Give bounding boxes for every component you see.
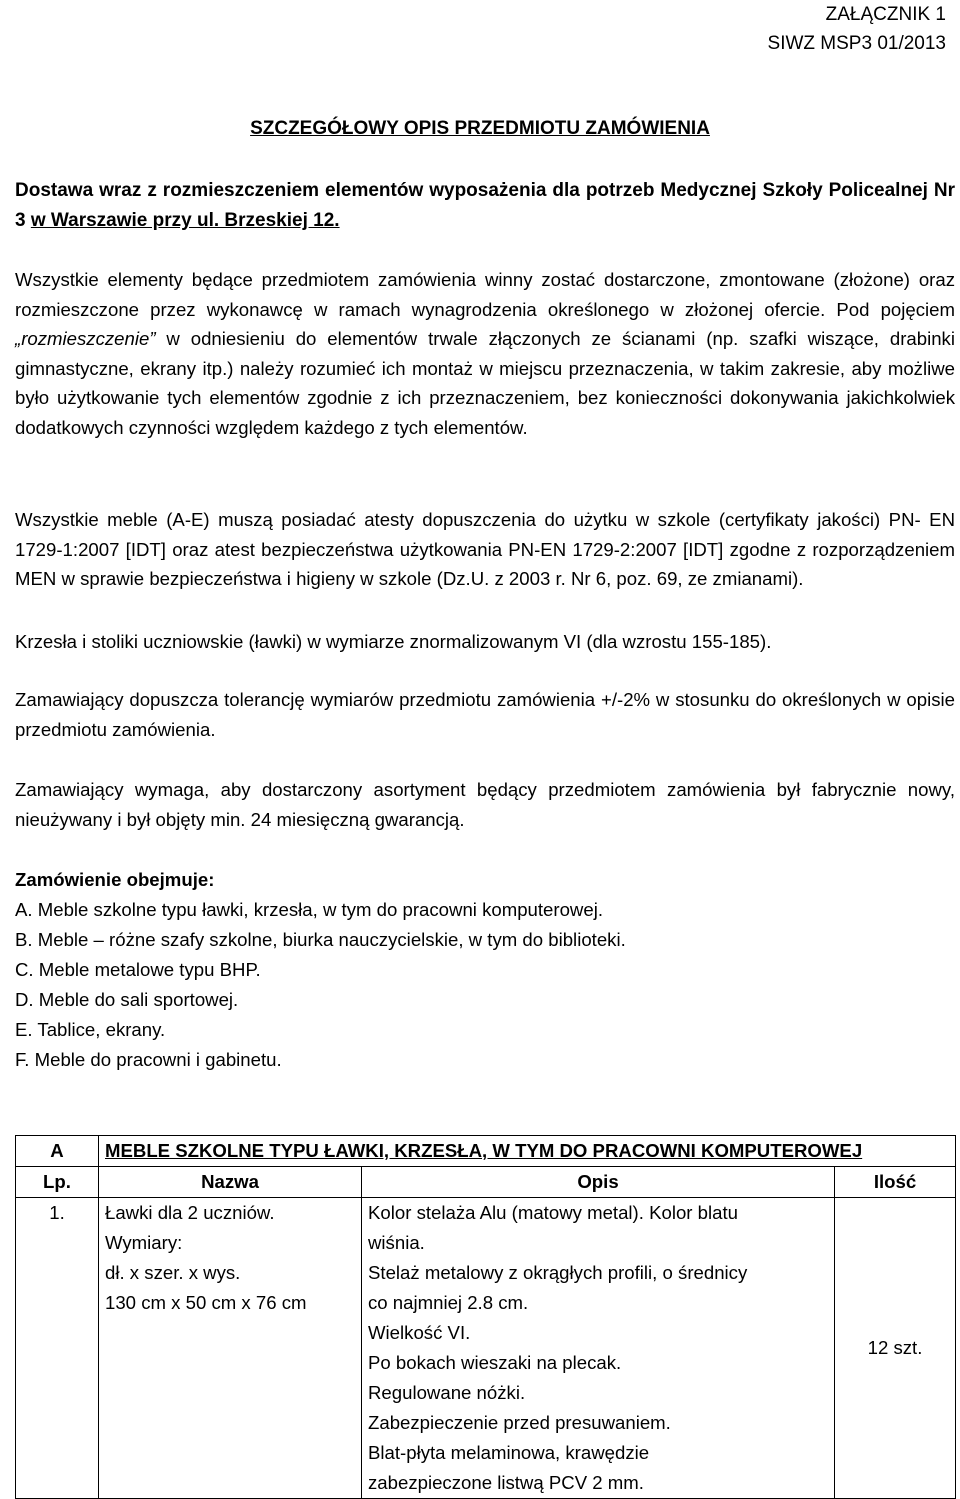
order-scope-list (15, 895, 626, 1075)
row-desc-line: co najmniej 2.8 cm. (368, 1292, 529, 1313)
list-item: C. Meble metalowe typu BHP. (15, 959, 261, 980)
row-name-line: Wymiary: (105, 1232, 183, 1253)
specification-table (15, 1135, 956, 1499)
column-header-qty: Ilość (835, 1167, 956, 1198)
paragraph-delivery (15, 265, 955, 443)
subtitle-part2: w Warszawie przy ul. Brzeskiej 12. (30, 210, 340, 231)
row-quantity: 12 szt. (835, 1198, 956, 1499)
paragraph-size-standard: Krzesła i stoliki uczniowskie (ławki) w wymiarze znormalizowanym VI (dla wzrostu 155-185). (15, 631, 772, 652)
paragraph-certificates: Wszystkie meble (A-E) muszą posiadać atesty dopuszczenia do użytku w szkole (certyfikaty jakości) PN- EN 1729-1:2007 [IDT] oraz atest bezpieczeństwa użytkowania PN-EN 1729-2:2007 [IDT] zgodne z rozporządzeniem MEN w sprawie bezpieczeństwa i higieny w szkole (Dz.U. z 2003 r. Nr 6, poz. 69, ze zmianami). (15, 509, 955, 590)
row-desc-line: Kolor stelaża Alu (matowy metal). Kolor blatu (368, 1202, 738, 1223)
row-desc-line: Stelaż metalowy z okrągłych profili, o średnicy (368, 1262, 748, 1283)
row-name-line: 130 cm x 50 cm x 76 cm (105, 1292, 307, 1313)
section-letter: A (16, 1136, 99, 1167)
list-item: B. Meble – różne szafy szkolne, biurka nauczycielskie, w tym do biblioteki. (15, 929, 626, 950)
paragraph1-after: w odniesieniu do elementów trwale złączonych ze ścianami (np. szafki wiszące, drabinki gimnastyczne, ekrany itp.) należy rozumieć ich montaż w miejscu przeznaczenia, w takim zakresie, aby możliwe było użytkowanie tych elementów zgodnie z ich przeznaczeniem, bez konieczności dokonywania jakichkolwiek dodatkowych czynności względem każdego z tych elementów. (15, 328, 955, 438)
table-section-row (16, 1136, 956, 1167)
row-desc-line: zabezpieczone listwą PCV 2 mm. (368, 1472, 644, 1493)
row-desc-line: Regulowane nóżki. (368, 1382, 526, 1403)
list-item: F. Meble do pracowni i gabinetu. (15, 1049, 282, 1070)
document-title: SZCZEGÓŁOWY OPIS PRZEDMIOTU ZAMÓWIENIA (250, 118, 710, 139)
paragraph1-emphasis: „rozmieszczenie” (15, 328, 156, 350)
table-row (16, 1198, 956, 1499)
row-name (99, 1198, 362, 1499)
row-desc-line: Po bokach wieszaki na plecak. (368, 1352, 622, 1373)
row-desc-line: Zabezpieczenie przed presuwaniem. (368, 1412, 671, 1433)
paragraph-tolerance: Zamawiający dopuszcza tolerancję wymiarów przedmiotu zamówienia +/-2% w stosunku do określonych w opisie przedmiotu zamówienia. (15, 689, 955, 740)
row-desc-line: Blat-płyta melaminowa, krawędzie (368, 1442, 650, 1463)
row-desc-line: Wielkość VI. (368, 1322, 471, 1343)
reference-number: SIWZ MSP3 01/2013 (767, 33, 946, 54)
column-header-name: Nazwa (99, 1167, 362, 1198)
row-desc-line: wiśnia. (368, 1232, 425, 1253)
row-lp: 1. (16, 1198, 99, 1499)
table-header-row (16, 1167, 956, 1198)
row-description (362, 1198, 835, 1499)
row-name-line: Ławki dla 2 uczniów. (105, 1202, 275, 1223)
document-header (768, 0, 946, 58)
document-subtitle (15, 176, 955, 236)
subtitle-part1: Dostawa wraz z rozmieszczeniem elementów wyposażenia dla potrzeb Medycznej Szkoły Policealnej Nr 3 (15, 180, 955, 231)
order-scope-title: Zamówienie obejmuje: (15, 869, 215, 890)
column-header-desc: Opis (362, 1167, 835, 1198)
attachment-label: ZAŁĄCZNIK 1 (825, 4, 946, 25)
paragraph-warranty: Zamawiający wymaga, aby dostarczony asortyment będący przedmiotem zamówienia był fabrycznie nowy, nieużywany i był objęty min. 24 miesięczną gwarancją. (15, 779, 955, 830)
row-name-line: dł. x szer. x wys. (105, 1262, 241, 1283)
section-title: MEBLE SZKOLNE TYPU ŁAWKI, KRZESŁA, W TYM DO PRACOWNI KOMPUTEROWEJ (99, 1136, 956, 1167)
list-item: D. Meble do sali sportowej. (15, 989, 239, 1010)
paragraph1-before: Wszystkie elementy będące przedmiotem zamówienia winny zostać dostarczone, zmontowane (złożone) oraz rozmieszczone przez wykonawcę w ramach wynagrodzenia określonego w złożonej ofercie. Pod pojęciem (15, 269, 955, 320)
column-header-lp: Lp. (16, 1167, 99, 1198)
list-item: E. Tablice, ekrany. (15, 1019, 166, 1040)
list-item: A. Meble szkolne typu ławki, krzesła, w tym do pracowni komputerowej. (15, 899, 604, 920)
